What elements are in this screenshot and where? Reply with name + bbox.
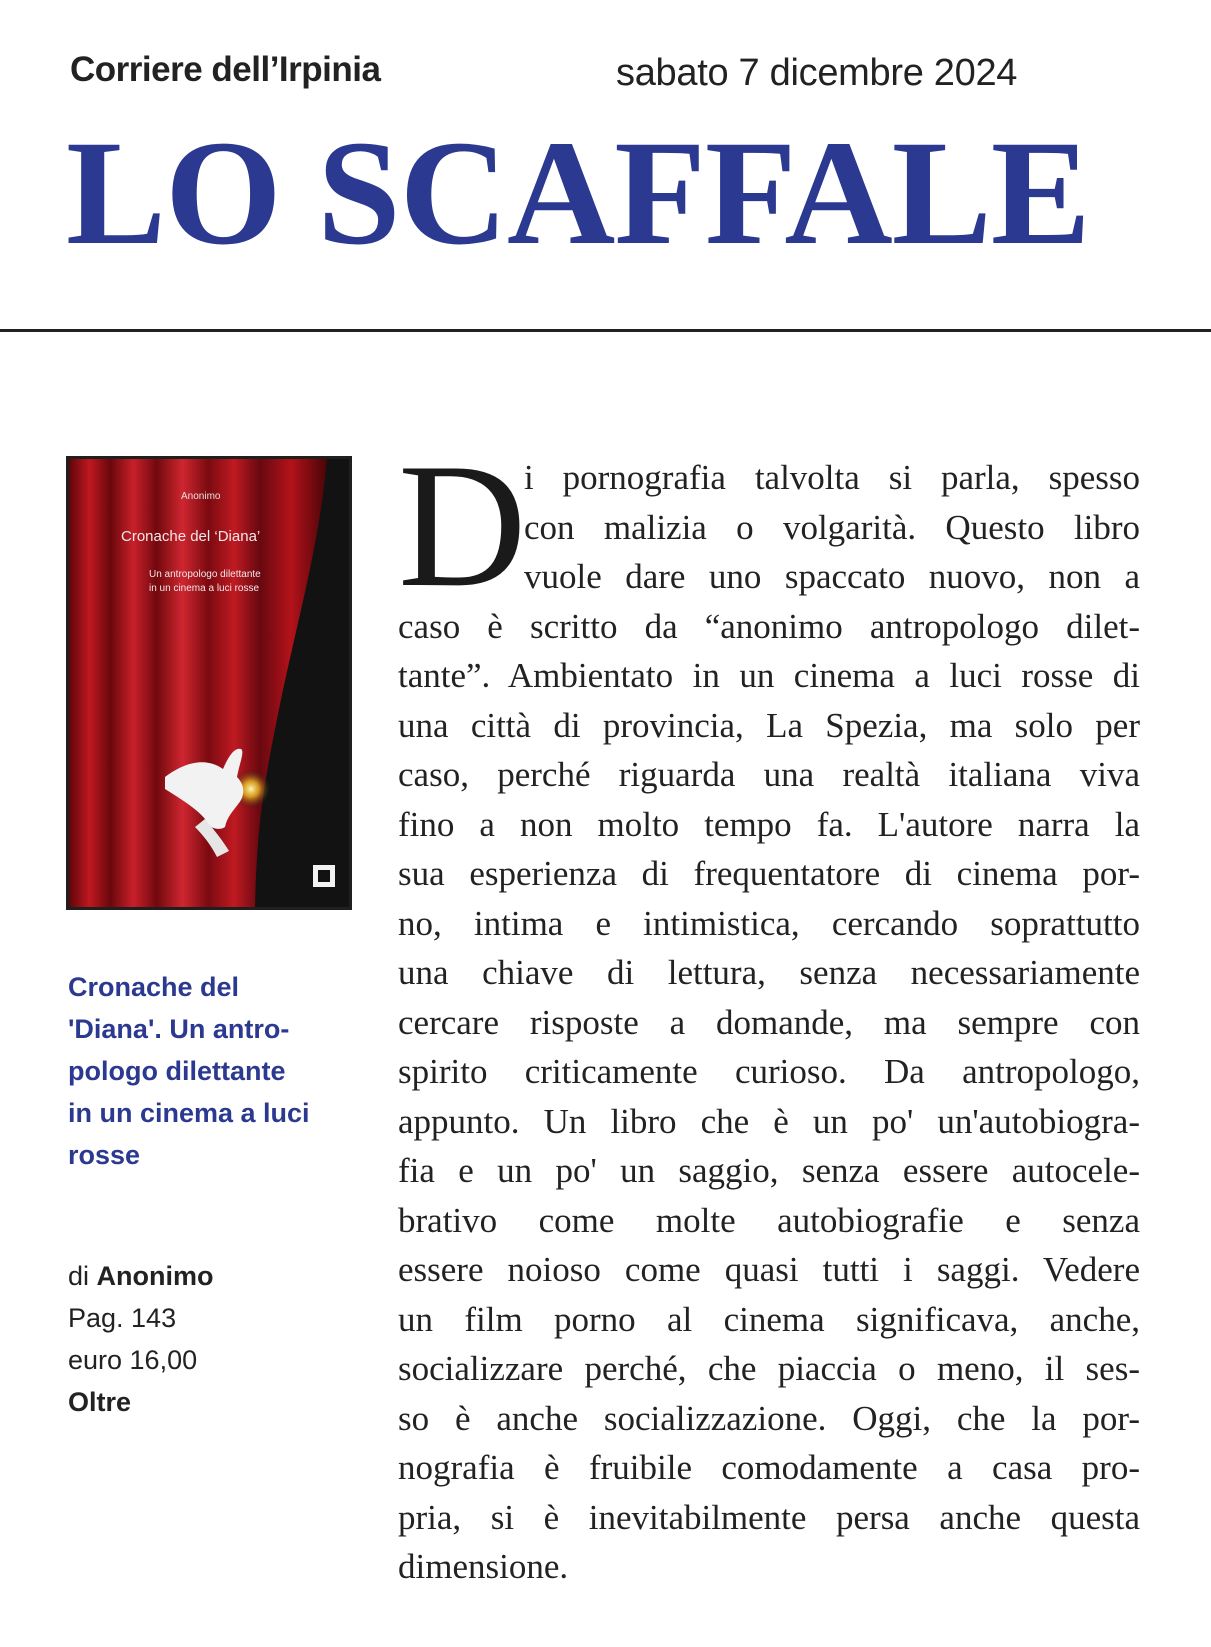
article-line: una chiave di lettura, senza necessariamente <box>398 953 1140 992</box>
article-line: brativo come molte autobiografie e senza <box>398 1200 1140 1240</box>
book-title <box>68 966 368 1176</box>
article-body <box>398 453 1140 1592</box>
article-line: nografia è fruibile comodamente a casa pro- <box>398 1448 1140 1487</box>
author-prefix: di <box>68 1261 90 1291</box>
article-line: fino a non molto tempo fa. L'autore narra la <box>398 804 1140 844</box>
publisher-name: Oltre <box>68 1387 132 1417</box>
article-line: i pornografia talvolta si parla, spesso <box>524 458 1140 497</box>
article-line: fia e un po' un saggio, senza essere autocele- <box>398 1151 1140 1190</box>
article-line: caso, perché riguarda una realtà italiana viva <box>398 755 1140 794</box>
book-author-line <box>68 1255 348 1297</box>
article-line: spirito criticamente curioso. Da antropologo, <box>398 1052 1140 1091</box>
book-cover <box>66 456 352 910</box>
newspaper-name: Corriere dell’Irpinia <box>70 50 381 89</box>
article-line: caso è scritto da “anonimo antropologo dilet- <box>398 606 1140 646</box>
article-line: vuole dare uno spaccato nuovo, non a <box>524 557 1140 596</box>
drop-cap: D <box>398 426 527 624</box>
article-line: dimensione. <box>398 1547 569 1586</box>
article-line: tante”. Ambientato in un cinema a luci rosse di <box>398 656 1140 695</box>
section-title: LO SCAFFALE <box>66 110 1090 276</box>
cover-subtitle-line2: in un cinema a luci rosse <box>149 583 260 594</box>
article-line: un film porno al cinema significava, anche, <box>398 1299 1140 1339</box>
book-details <box>68 1255 348 1423</box>
book-title-line: pologo dilettante <box>68 1056 286 1086</box>
cover-title: Cronache del ‘Diana’ <box>121 528 261 545</box>
book-price: euro 16,00 <box>68 1345 198 1375</box>
article-line: pria, si è inevitabilmente persa anche questa <box>398 1497 1140 1537</box>
book-cover-illustration <box>69 459 349 907</box>
book-title-line: in un cinema a luci <box>68 1098 310 1128</box>
header-divider <box>0 329 1211 332</box>
issue-date: sabato 7 dicembre 2024 <box>616 52 1018 94</box>
article-line: socializzare perché, che piaccia o meno, il ses- <box>398 1349 1140 1388</box>
book-title-line: Cronache del <box>68 972 240 1002</box>
article-line: essere noioso come quasi tutti i saggi. Vedere <box>398 1250 1140 1289</box>
article-line: con malizia o volgarità. Questo libro <box>524 507 1140 547</box>
book-title-line: 'Diana'. Un antro- <box>68 1014 290 1044</box>
article-line: cercare risposte a domande, ma sempre con <box>398 1002 1140 1042</box>
article-line: una città di provincia, La Spezia, ma solo per <box>398 705 1140 745</box>
article-line: so è anche socializzazione. Oggi, che la por- <box>398 1398 1140 1438</box>
book-publisher <box>68 1381 348 1423</box>
article-line: sua esperienza di frequentatore di cinema por- <box>398 854 1140 893</box>
cover-subtitle-line1: Un antropologo dilettante <box>149 569 261 580</box>
book-author: Anonimo <box>96 1261 214 1291</box>
book-title-line: rosse <box>68 1140 141 1170</box>
article-line: appunto. Un libro che è un po' un'autobiogra- <box>398 1101 1140 1141</box>
article-line: no, intima e intimistica, cercando soprattutto <box>398 903 1140 943</box>
publisher-logo-icon <box>313 865 335 887</box>
cover-author: Anonimo <box>181 491 221 502</box>
book-pages: Pag. 143 <box>68 1303 177 1333</box>
